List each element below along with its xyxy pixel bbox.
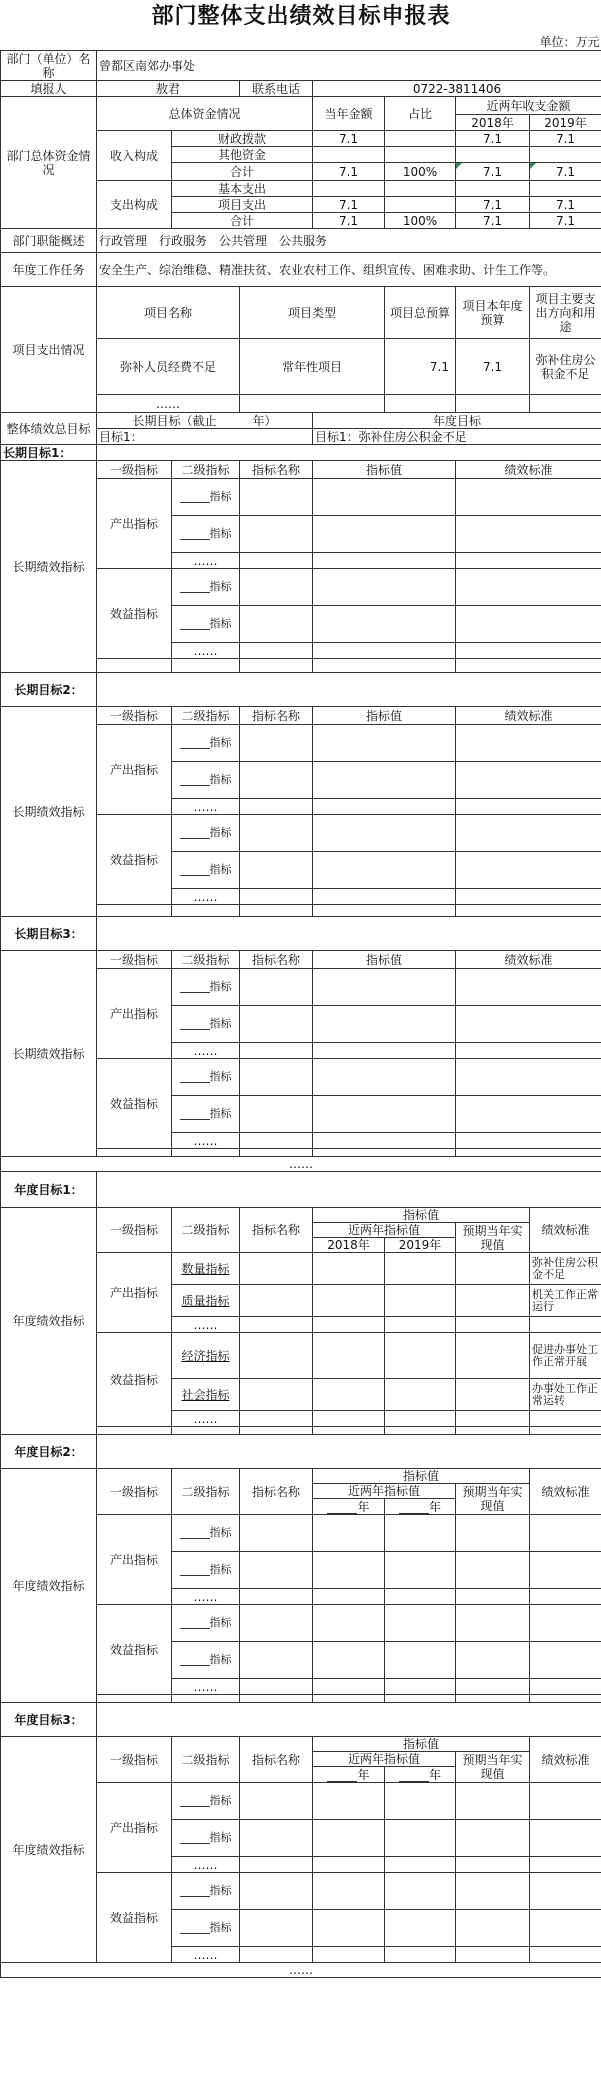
- row-ellipsis: ……: [172, 889, 240, 905]
- indicator-value-header: 指标值: [313, 707, 456, 725]
- section-ellipsis: ……: [1, 1157, 601, 1172]
- long-term-goal-title: 长期目标3：: [1, 917, 97, 951]
- indicator-suffix: 指标: [209, 1107, 232, 1120]
- annual-goal-title: 年度目标3：: [1, 1703, 97, 1737]
- indicator-suffix: 指标: [209, 617, 232, 630]
- functions-text: 行政管理 行政服务 公共管理 公共服务: [97, 229, 601, 253]
- project-usage: 弥补住房公积金不足: [530, 339, 601, 395]
- year-suffix: 年: [357, 1767, 370, 1782]
- row-ellipsis: ……: [172, 1947, 240, 1963]
- expense-amount: [313, 181, 385, 197]
- expense-amount: 7.1: [313, 213, 385, 229]
- level1-header: 一级指标: [97, 951, 172, 969]
- recent-indicator-header: 近两年指标值: [313, 1223, 456, 1238]
- benefit-indicator-label: 效益指标: [97, 815, 172, 905]
- project-ellipsis: ……: [97, 395, 240, 413]
- income-2019: 7.1: [530, 131, 601, 147]
- indicator-suffix: 指标: [209, 490, 232, 503]
- row-ellipsis: ……: [172, 799, 240, 815]
- benefit-indicator-label: 效益指标: [97, 569, 172, 659]
- standard-header: 绩效标准: [530, 1737, 601, 1783]
- standard-header: 绩效标准: [456, 461, 601, 479]
- filler-label: 填报人: [1, 81, 97, 97]
- indicator-name-header: 指标名称: [240, 1469, 313, 1515]
- indicator-value-header: 指标值: [313, 951, 456, 969]
- indicator-name-header: 指标名称: [240, 707, 313, 725]
- form-title: 部门整体支出绩效目标申报表: [151, 4, 451, 29]
- recent-indicator-header: 近两年指标值: [313, 1752, 456, 1767]
- income-ratio: [385, 147, 456, 163]
- row-ellipsis: ……: [172, 1043, 240, 1059]
- annual-indicator-label: 年度绩效指标: [1, 1469, 97, 1703]
- indicator-suffix: 指标: [209, 1794, 232, 1807]
- overall-goal-label: 整体绩效总目标: [1, 413, 97, 445]
- functions-label: 部门职能概述: [1, 229, 97, 253]
- project-total-budget: 7.1: [385, 339, 456, 395]
- indicator-suffix: 指标: [209, 1831, 232, 1844]
- indicator-value-header: 指标值: [313, 461, 456, 479]
- indicator-suffix: 指标: [209, 1616, 232, 1629]
- year-2018-header: 2018年: [313, 1238, 385, 1253]
- expected-header: 预期当年实现值: [456, 1223, 530, 1253]
- expense-ratio: 100%: [385, 213, 456, 229]
- long-term-indicator-label: 长期绩效指标: [1, 951, 97, 1157]
- year-suffix: 年: [428, 1499, 441, 1514]
- level2-header: 二级指标: [172, 1469, 240, 1515]
- expense-label: 支出构成: [97, 181, 172, 229]
- year-suffix: 年: [428, 1767, 441, 1782]
- income-name: 财政拨款: [172, 131, 313, 147]
- level1-header: 一级指标: [97, 1469, 172, 1515]
- indicator-item: 社会指标: [172, 1379, 240, 1411]
- benefit-indicator-label: 效益指标: [97, 1059, 172, 1149]
- expense-2018: 7.1: [456, 197, 530, 213]
- indicator-name-header: 指标名称: [240, 461, 313, 479]
- expense-2019: [530, 181, 601, 197]
- current-amount-header: 当年金额: [313, 97, 385, 131]
- annual-goal-1-text: 目标1：弥补住房公积金不足: [313, 429, 601, 445]
- ratio-header: 占比: [385, 97, 456, 131]
- long-term-goal-title: 长期目标1：: [1, 445, 97, 461]
- annual-tasks-label: 年度工作任务: [1, 253, 97, 287]
- indicator-suffix: 指标: [209, 527, 232, 540]
- long-term-goal-title: 长期目标2：: [1, 673, 97, 707]
- expense-amount: 7.1: [313, 197, 385, 213]
- level1-header: 一级指标: [97, 707, 172, 725]
- indicator-item: 经济指标: [172, 1333, 240, 1379]
- recent-two-years-header: 近两年收支金额: [456, 97, 601, 115]
- indicator-suffix: 指标: [209, 1653, 232, 1666]
- expense-2018: 7.1: [456, 213, 530, 229]
- indicator-standard: 机关工作正常运行: [530, 1285, 601, 1317]
- recent-indicator-header: 近两年指标值: [313, 1484, 456, 1499]
- output-indicator-label: 产出指标: [97, 1253, 172, 1333]
- row-ellipsis: ……: [172, 1857, 240, 1873]
- project-label: 项目支出情况: [1, 287, 97, 413]
- expense-ratio: [385, 181, 456, 197]
- annual-indicator-label: 年度绩效指标: [1, 1208, 97, 1435]
- year-suffix: 年: [357, 1499, 370, 1514]
- indicator-suffix: 指标: [209, 1017, 232, 1030]
- indicator-suffix: 指标: [209, 1563, 232, 1576]
- expense-2018: [456, 181, 530, 197]
- dept-name: 曾都区南郊办事处: [97, 51, 601, 81]
- indicator-suffix: 指标: [209, 1070, 232, 1083]
- income-name: 合计: [172, 163, 313, 181]
- indicator-suffix: 指标: [209, 1921, 232, 1934]
- indicator-suffix: 指标: [209, 826, 232, 839]
- output-indicator-label: 产出指标: [97, 479, 172, 569]
- indicator-standard: 弥补住房公积金不足: [530, 1253, 601, 1285]
- income-2019: 7.1: [530, 163, 601, 181]
- row-ellipsis: ……: [172, 1411, 240, 1427]
- standard-header: 绩效标准: [530, 1469, 601, 1515]
- filler-name: 敖君: [97, 81, 240, 97]
- standard-header: 绩效标准: [530, 1208, 601, 1253]
- annual-tasks-text: 安全生产、综治维稳、精准扶贫、农业农村工作、组织宣传、困难求助、计生工作等。: [97, 253, 601, 287]
- income-2018: [456, 147, 530, 163]
- project-type-header: 项目类型: [240, 287, 385, 339]
- project-year-budget: 7.1: [456, 339, 530, 395]
- long-term-goal-1: 目标1：: [97, 429, 313, 445]
- level1-header: 一级指标: [97, 461, 172, 479]
- standard-header: 绩效标准: [456, 707, 601, 725]
- indicator-suffix: 指标: [209, 1526, 232, 1539]
- level2-header: 二级指标: [172, 951, 240, 969]
- level2-header: 二级指标: [172, 1208, 240, 1253]
- income-ratio: [385, 131, 456, 147]
- section-ellipsis: ……: [1, 1963, 601, 1978]
- indicator-name-header: 指标名称: [240, 951, 313, 969]
- row-ellipsis: ……: [172, 1133, 240, 1149]
- indicator-value-header: 指标值: [313, 1469, 530, 1484]
- expense-2019: 7.1: [530, 213, 601, 229]
- indicator-name-header: 指标名称: [240, 1737, 313, 1783]
- project-type: 常年性项目: [240, 339, 385, 395]
- fund-total-header: 总体资金情况: [97, 97, 313, 131]
- output-indicator-label: 产出指标: [97, 969, 172, 1059]
- annual-goal-label: 年度目标: [313, 413, 601, 429]
- income-amount: 7.1: [313, 131, 385, 147]
- row-ellipsis: ……: [172, 1589, 240, 1605]
- indicator-suffix: 指标: [209, 863, 232, 876]
- project-usage-header: 项目主要支出方向和用途: [530, 287, 601, 339]
- income-ratio: 100%: [385, 163, 456, 181]
- benefit-indicator-label: 效益指标: [97, 1333, 172, 1427]
- long-term-indicator-label: 长期绩效指标: [1, 461, 97, 673]
- output-indicator-label: 产出指标: [97, 725, 172, 815]
- level2-header: 二级指标: [172, 461, 240, 479]
- overall-fund-label: 部门总体资金情况: [1, 97, 97, 229]
- project-total-budget-header: 项目总预算: [385, 287, 456, 339]
- output-indicator-label: 产出指标: [97, 1783, 172, 1873]
- long-term-goal-label: 长期目标（截止 年）: [97, 413, 313, 429]
- indicator-standard: 办事处工作正常运转: [530, 1379, 601, 1411]
- income-amount: 7.1: [313, 163, 385, 181]
- year-2019-header: 2019年: [530, 115, 601, 131]
- income-name: 其他资金: [172, 147, 313, 163]
- phone-value: 0722-3811406: [313, 81, 601, 97]
- expense-2019: 7.1: [530, 197, 601, 213]
- indicator-suffix: 指标: [209, 1884, 232, 1897]
- indicator-item: 质量指标: [172, 1285, 240, 1317]
- indicator-name-header: 指标名称: [240, 1208, 313, 1253]
- expense-ratio: [385, 197, 456, 213]
- income-2019: [530, 147, 601, 163]
- expected-header: 预期当年实现值: [456, 1752, 530, 1783]
- row-ellipsis: ……: [172, 1317, 240, 1333]
- level2-header: 二级指标: [172, 1737, 240, 1783]
- level2-header: 二级指标: [172, 707, 240, 725]
- expense-name: 项目支出: [172, 197, 313, 213]
- expense-name: 合计: [172, 213, 313, 229]
- project-year-budget-header: 项目本年度预算: [456, 287, 530, 339]
- indicator-value-header: 指标值: [313, 1208, 530, 1223]
- row-ellipsis: ……: [172, 1679, 240, 1695]
- income-2018: 7.1: [456, 131, 530, 147]
- indicator-item: 数量指标: [172, 1253, 240, 1285]
- indicator-suffix: 指标: [209, 773, 232, 786]
- indicator-standard: 促进办事处工作正常开展: [530, 1333, 601, 1379]
- indicator-suffix: 指标: [209, 980, 232, 993]
- indicator-value-header: 指标值: [313, 1737, 530, 1752]
- row-ellipsis: ……: [172, 553, 240, 569]
- income-amount: [313, 147, 385, 163]
- indicator-suffix: 指标: [209, 736, 232, 749]
- dept-label: 部门（单位）名称: [1, 51, 97, 81]
- year-2019-header: 2019年: [385, 1238, 456, 1253]
- income-2018: 7.1: [456, 163, 530, 181]
- indicator-suffix: 指标: [209, 580, 232, 593]
- phone-label: 联系电话: [240, 81, 313, 97]
- annual-goal-title: 年度目标2：: [1, 1435, 97, 1469]
- level1-header: 一级指标: [97, 1737, 172, 1783]
- row-ellipsis: ……: [172, 643, 240, 659]
- income-label: 收入构成: [97, 131, 172, 181]
- level1-header: 一级指标: [97, 1208, 172, 1253]
- expense-name: 基本支出: [172, 181, 313, 197]
- benefit-indicator-label: 效益指标: [97, 1873, 172, 1963]
- expected-header: 预期当年实现值: [456, 1484, 530, 1515]
- benefit-indicator-label: 效益指标: [97, 1605, 172, 1695]
- year-2018-header: 2018年: [456, 115, 530, 131]
- project-name: 弥补人员经费不足: [97, 339, 240, 395]
- output-indicator-label: 产出指标: [97, 1515, 172, 1605]
- annual-goal-title: 年度目标1：: [1, 1172, 97, 1208]
- project-name-header: 项目名称: [97, 287, 240, 339]
- long-term-indicator-label: 长期绩效指标: [1, 707, 97, 917]
- standard-header: 绩效标准: [456, 951, 601, 969]
- annual-indicator-label: 年度绩效指标: [1, 1737, 97, 1963]
- unit-label: 单位：万元: [1, 34, 601, 51]
